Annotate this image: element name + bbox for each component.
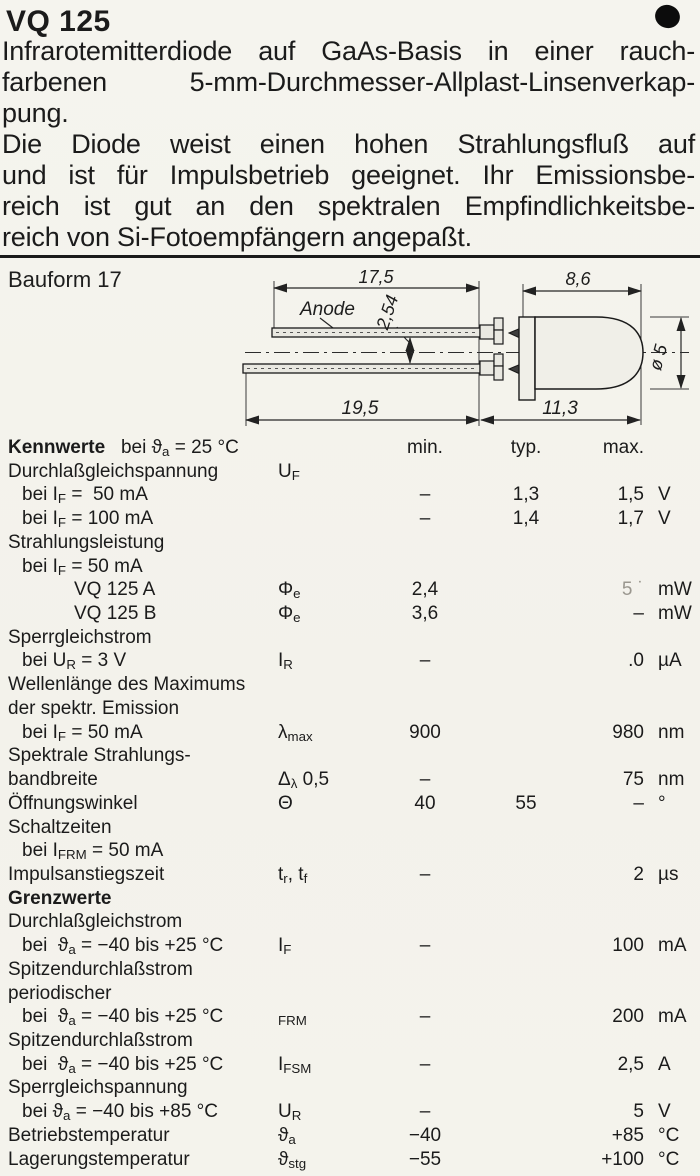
symbol	[278, 673, 390, 697]
symbol	[278, 531, 390, 555]
dim-diameter: ø 5	[645, 342, 672, 373]
typ-value	[460, 816, 592, 840]
unit-label	[648, 673, 696, 697]
typ-value	[460, 744, 592, 768]
param-label: bei $I_F = 50$ mA	[22, 721, 143, 744]
param-label: bei $I_F = 50$ mA	[22, 555, 143, 578]
text-line: und ist für Impulsbetrieb geeignet. Ihr Emissionsbe-	[2, 160, 695, 190]
max-value	[592, 673, 648, 697]
dim-lead-bottom: 19,5	[341, 398, 379, 419]
table-row	[8, 507, 696, 531]
table-row	[8, 555, 696, 579]
typ-value	[460, 887, 592, 911]
max-value: 2,5	[617, 1053, 644, 1075]
part-number-title: VQ 125	[6, 5, 111, 38]
param-label: Wellenlänge des Maximums	[8, 674, 246, 696]
max-value: 200	[612, 1006, 644, 1028]
table-row	[8, 626, 696, 650]
param-label: periodischer	[8, 982, 112, 1004]
param-label: bei $I_F = 100$ mA	[22, 508, 154, 531]
max-value: 980	[612, 721, 644, 743]
param-label: bei $I_F = 50$ mA	[22, 484, 148, 507]
symbol: $I_R$	[278, 650, 293, 673]
symbol: Θ	[278, 792, 293, 814]
min-value	[390, 1076, 460, 1100]
anode-label: Anode	[300, 299, 355, 320]
max-value: +100	[601, 1148, 644, 1170]
param-label: der spektr. Emission	[8, 697, 180, 719]
table-row	[8, 934, 696, 958]
min-value: –	[419, 1101, 431, 1123]
table-row	[8, 863, 696, 887]
typ-value	[460, 697, 592, 721]
param-label: Schaltzeiten	[8, 816, 112, 838]
param-label: Betriebstemperatur	[8, 1124, 170, 1146]
unit-label: mA	[658, 935, 687, 957]
unit-label: V	[658, 484, 671, 506]
param-label: bei $ϑ_a = -40$ bis +85 °C	[22, 1101, 218, 1124]
unit-label	[648, 744, 696, 768]
max-value: +85	[611, 1124, 644, 1146]
table-row	[8, 649, 696, 673]
min-value: −40	[408, 1124, 442, 1146]
description-paragraph-2	[2, 129, 695, 253]
table-row	[8, 1029, 696, 1053]
table-row	[8, 1053, 696, 1077]
param-label: Durchlaßgleichstrom	[8, 911, 183, 933]
min-value: −55	[408, 1148, 442, 1170]
table-row	[8, 744, 696, 768]
param-label: bandbreite	[8, 769, 98, 791]
unit-label: °C	[658, 1124, 680, 1146]
max-value	[592, 982, 648, 1006]
min-value	[390, 887, 460, 911]
col-header-max: max.	[602, 437, 644, 458]
param-label: Spektrale Strahlungs-	[8, 745, 191, 767]
min-value: –	[419, 1053, 431, 1075]
corner-dot	[652, 2, 683, 32]
param-label: VQ 125 A	[74, 579, 156, 601]
max-value	[592, 626, 648, 650]
max-value	[592, 887, 648, 911]
typ-value	[460, 626, 592, 650]
param-label: bei $ϑ_a = -40$ bis +25 °C	[22, 935, 224, 958]
param-label: Spitzendurchlaßstrom	[8, 958, 193, 980]
unit-label	[648, 910, 696, 934]
dim-lead-top: 17,5	[358, 267, 394, 287]
symbol: $ϑ_{stg}$	[278, 1148, 307, 1171]
max-value	[592, 531, 648, 555]
symbol: $U_R$	[278, 1101, 302, 1124]
symbol	[278, 910, 390, 934]
unit-label: A	[658, 1053, 671, 1075]
max-value	[592, 910, 648, 934]
max-value: 100	[612, 935, 644, 957]
dim-pitch: 2,54	[372, 292, 403, 332]
max-value: 75	[622, 769, 644, 791]
package-drawing	[0, 257, 700, 435]
typ-value	[460, 673, 592, 697]
max-value: .0	[628, 650, 644, 672]
table-row	[8, 839, 696, 863]
min-value: –	[419, 863, 431, 885]
table-row	[8, 460, 696, 484]
symbol	[278, 1076, 390, 1100]
unit-label	[648, 816, 696, 840]
typ-value	[460, 910, 592, 934]
col-header-typ: typ.	[510, 437, 542, 458]
led-lens-body	[535, 317, 643, 389]
param-label: bei $U_R = 3$ V	[22, 650, 127, 673]
symbol: $I_{FSM}$	[278, 1053, 312, 1076]
table-row	[8, 1100, 696, 1124]
table-row	[8, 1148, 696, 1172]
param-label: Sperrgleichstrom	[8, 626, 152, 648]
table-row	[8, 578, 696, 602]
min-value	[390, 910, 460, 934]
min-value	[390, 531, 460, 555]
table-row	[8, 982, 696, 1006]
table-row	[8, 697, 696, 721]
symbol	[278, 626, 390, 650]
symbol: $I_F$	[278, 935, 292, 958]
unit-label: µA	[658, 650, 682, 672]
max-value: 2	[633, 863, 644, 885]
symbol: $\lambda_{max}$	[278, 721, 313, 744]
min-value	[390, 982, 460, 1006]
unit-label	[648, 697, 696, 721]
spec-table	[8, 436, 696, 1171]
min-value: –	[419, 1006, 431, 1028]
param-label: bei $ϑ_a = -40$ bis +25 °C	[22, 1053, 224, 1076]
symbol: $t_r$, $t_f$	[278, 863, 308, 886]
led-flange	[519, 317, 535, 400]
min-value: –	[419, 769, 431, 791]
text-line: farbenen 5-mm-Durchmesser-Allplast-Linsenverkap-	[2, 67, 695, 97]
typ-value	[460, 1029, 592, 1053]
typ-value	[460, 1076, 592, 1100]
unit-label	[648, 1076, 696, 1100]
max-value: 5 ˙	[621, 579, 644, 601]
max-value	[592, 958, 648, 982]
param-label: Strahlungsleistung	[8, 531, 165, 553]
table-row	[8, 1076, 696, 1100]
unit-label: nm	[658, 769, 685, 791]
unit-label: mW	[658, 579, 692, 601]
min-value	[390, 697, 460, 721]
param-label: Impulsanstiegszeit	[8, 863, 165, 885]
max-value: 5	[633, 1101, 644, 1123]
min-value: –	[419, 650, 431, 672]
table-row	[8, 1124, 696, 1148]
unit-label: µs	[658, 863, 679, 885]
table-row	[8, 531, 696, 555]
min-value: 2,4	[411, 579, 439, 601]
table-row	[8, 721, 696, 745]
kennwerte-title: Kennwerte bei $ϑ_a = 25$ °C	[8, 437, 239, 459]
param-label: Lagerungstemperatur	[8, 1148, 190, 1170]
unit-label: mW	[658, 603, 692, 625]
table-row	[8, 792, 696, 816]
text-line: reich ist gut an den spektralen Empfindlichkeitsbe-	[2, 191, 695, 221]
text-line: Die Diode weist einen hohen Strahlungsfluß auf	[2, 129, 695, 159]
min-value: 3,6	[411, 603, 439, 625]
param-label: bei $I_{FRM} = 50$ mA	[22, 840, 164, 863]
table-row	[8, 887, 696, 911]
text-line: Infrarotemitterdiode auf GaAs-Basis in einer rauch-	[2, 36, 695, 66]
param-label: Öffnungswinkel	[8, 792, 138, 814]
unit-label	[648, 982, 696, 1006]
table-row	[8, 602, 696, 626]
bauform-label: Bauform 17	[8, 267, 122, 292]
table-row	[8, 768, 696, 792]
param-label: Grenzwerte	[8, 887, 112, 909]
min-value: 40	[414, 792, 436, 814]
max-value	[592, 816, 648, 840]
min-value	[390, 1029, 460, 1053]
unit-label: V	[658, 508, 671, 530]
unit-label	[648, 958, 696, 982]
table-header-row	[8, 436, 696, 460]
symbol: $\Phi_e$	[278, 603, 301, 625]
min-value	[390, 816, 460, 840]
col-header-min: min.	[407, 437, 443, 458]
table-row	[8, 1005, 696, 1029]
typ-value	[460, 958, 592, 982]
unit-label: °	[658, 792, 666, 814]
table-row	[8, 910, 696, 934]
min-value: –	[419, 484, 431, 506]
typ-value	[460, 982, 592, 1006]
unit-label: nm	[658, 721, 685, 743]
max-value: 1,5	[617, 484, 644, 506]
table-row	[8, 673, 696, 697]
symbol: $U_F$	[278, 460, 300, 483]
min-value	[390, 673, 460, 697]
max-value	[592, 697, 648, 721]
max-value	[592, 1076, 648, 1100]
max-value: 1,7	[617, 508, 644, 530]
symbol	[278, 958, 390, 982]
param-label: Sperrgleichspannung	[8, 1077, 188, 1099]
unit-label: °C	[658, 1148, 680, 1170]
min-value: –	[419, 935, 431, 957]
symbol: FRM	[278, 1013, 307, 1029]
min-value: 900	[409, 721, 441, 743]
symbol	[278, 697, 390, 721]
typ-value: 55	[515, 792, 537, 814]
text-line: pung.	[2, 98, 69, 128]
symbol	[278, 1029, 390, 1053]
unit-label: mA	[658, 1006, 687, 1028]
param-label: bei $ϑ_a = -40$ bis +25 °C	[22, 1006, 224, 1029]
table-row	[8, 958, 696, 982]
dim-body: 11,3	[542, 398, 578, 419]
symbol	[278, 982, 390, 1006]
min-value	[390, 958, 460, 982]
min-value: –	[419, 508, 431, 530]
max-value: –	[633, 792, 644, 814]
typ-value: 1,4	[512, 508, 540, 530]
spec-rows	[8, 460, 696, 1172]
symbol	[278, 744, 390, 768]
text-line: reich von Si-Fotoempfängern angepaßt.	[2, 222, 472, 252]
symbol: $ϑ_a$	[278, 1124, 296, 1147]
max-value: –	[633, 603, 644, 625]
min-value	[390, 626, 460, 650]
typ-value	[460, 531, 592, 555]
symbol: $\Phi_e$	[278, 579, 301, 602]
unit-label	[648, 887, 696, 911]
typ-value	[460, 1148, 592, 1176]
table-row	[8, 816, 696, 840]
unit-label	[648, 626, 696, 650]
param-label: Durchlaßgleichspannung	[8, 460, 219, 482]
min-value	[390, 744, 460, 768]
description-paragraph-1	[2, 36, 695, 129]
table-row	[8, 483, 696, 507]
symbol	[278, 816, 390, 840]
param-label: Spitzendurchlaßstrom	[8, 1029, 193, 1051]
max-value	[592, 744, 648, 768]
typ-value: 1,3	[512, 484, 540, 506]
max-value	[592, 1029, 648, 1053]
unit-label	[648, 531, 696, 555]
symbol	[278, 887, 390, 911]
symbol: $\Delta_\lambda$ 0,5	[278, 769, 330, 791]
unit-label: V	[658, 1101, 671, 1123]
param-label: VQ 125 B	[74, 603, 157, 625]
unit-label	[648, 1029, 696, 1053]
dim-lens: 8,6	[565, 269, 591, 289]
